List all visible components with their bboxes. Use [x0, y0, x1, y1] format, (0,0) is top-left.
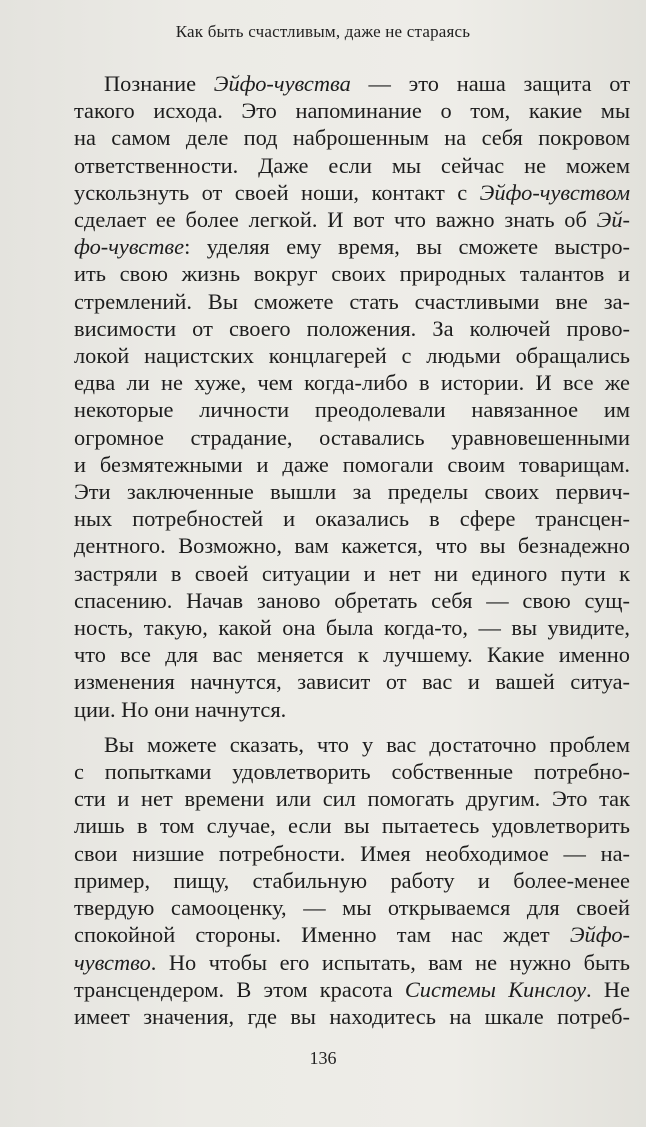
- italic-term: фо-чувстве: [74, 234, 185, 260]
- text-line: [74, 369, 630, 396]
- text-run: — это наша защита от: [350, 71, 630, 96]
- text-run: огромное страдание, оставались уравновешенными: [74, 424, 630, 450]
- text-run: : уделяя ему время, вы сможете выстро-: [184, 234, 630, 260]
- paragraph: [74, 70, 630, 723]
- text-run: стремлений. Вы сможете стать счастливыми вне за-: [74, 288, 630, 314]
- text-line: [74, 840, 630, 867]
- italic-term: Эйфо-чувства: [213, 71, 351, 96]
- text-run: сделает ее более легкой. И вот что важно знать об: [74, 207, 597, 233]
- text-line: [74, 668, 630, 695]
- text-run: с попытками удовлетворить собственные потребно-: [74, 759, 630, 785]
- text-run: и безмятежными и даже помогали своим товарищам.: [74, 451, 630, 477]
- text-run: ных потребностей и оказались в сфере трансцен-: [74, 506, 630, 532]
- text-run: что все для вас меняется к лучшему. Какие именно: [74, 642, 630, 668]
- text-run: имеет значения, где вы находитесь на шкале потреб-: [74, 1003, 630, 1029]
- text-line: [74, 731, 630, 758]
- text-run: свои низшие потребности. Имея необходимое — на-: [74, 840, 630, 866]
- text-run: сти и нет времени или сил помогать другим. Это так: [74, 786, 630, 812]
- text-line: [74, 478, 630, 505]
- text-run: изменения начнутся, зависит от вас и вашей ситуа-: [74, 669, 630, 695]
- text-line: [74, 315, 630, 342]
- text-line: [74, 396, 630, 423]
- text-line: [74, 1003, 630, 1030]
- text-line: [74, 288, 630, 315]
- text-run: локой нацистских концлагерей с людьми обращались: [74, 343, 630, 369]
- text-run: ции. Но они начнутся.: [74, 696, 287, 722]
- text-line: [74, 758, 630, 785]
- text-run: трансцендером. В этом красота: [74, 976, 405, 1002]
- body-text: [74, 70, 630, 1030]
- text-line: [74, 812, 630, 839]
- text-run: спокойной стороны. Именно там нас ждет: [74, 922, 570, 948]
- text-line: [74, 179, 630, 206]
- italic-term: Эй-: [596, 207, 630, 233]
- text-line: [74, 976, 630, 1003]
- text-run: ответственности. Даже если мы сейчас не можем: [74, 152, 630, 178]
- text-line: [74, 641, 630, 668]
- text-run: Вы можете сказать, что у вас достаточно проблем: [104, 731, 630, 757]
- text-run: дентного. Возможно, вам кажется, что вы безнадежно: [74, 533, 630, 559]
- text-run: пример, пищу, стабильную работу и более-менее: [74, 867, 630, 893]
- text-line: [74, 505, 630, 532]
- text-line: [74, 206, 630, 233]
- italic-term: Эйфо-: [569, 922, 630, 948]
- page-number: 136: [309, 1048, 337, 1068]
- text-run: ность, такую, какой она была когда-то, — вы увидите,: [74, 615, 630, 641]
- text-run: застряли в своей ситуации и нет ни единого пути к: [74, 560, 630, 586]
- text-line: [74, 124, 630, 151]
- text-run: висимости от своего положения. За колючей прово-: [74, 315, 630, 341]
- text-run: лишь в том случае, если вы пытаетесь удовлетворить: [74, 813, 630, 839]
- text-line: [74, 560, 630, 587]
- text-run: . Но чтобы его испытать, вам не нужно быть: [150, 949, 630, 975]
- text-line: [74, 532, 630, 559]
- text-run: на самом деле под наброшенным на себя покровом: [74, 125, 630, 151]
- text-line: [74, 785, 630, 812]
- text-line: [74, 424, 630, 451]
- text-run: ить свою жизнь вокруг своих природных талантов и: [74, 261, 630, 287]
- text-line: [74, 451, 630, 478]
- text-run: Познание: [104, 71, 214, 96]
- text-line: [74, 70, 630, 97]
- text-line: [74, 921, 630, 948]
- text-run: такого исхода. Это напоминание о том, какие мы: [74, 98, 630, 124]
- text-line: [74, 97, 630, 124]
- text-run: Эти заключенные вышли за пределы своих первич-: [74, 479, 630, 505]
- text-line: [74, 614, 630, 641]
- text-line: [74, 152, 630, 179]
- text-run: едва ли не хуже, чем когда-либо в истории. И все же: [74, 370, 630, 396]
- text-line: [74, 696, 630, 723]
- text-line: [74, 894, 630, 921]
- text-run: спасению. Начав заново обретать себя — свою сущ-: [74, 587, 630, 613]
- text-run: некоторые личности преодолевали навязанное им: [74, 397, 630, 423]
- text-line: [74, 867, 630, 894]
- text-line: [74, 342, 630, 369]
- italic-term: чувство: [74, 949, 151, 975]
- paragraph: [74, 731, 630, 1030]
- text-run: твердую самооценку, — мы открываемся для своей: [74, 895, 630, 921]
- italic-term: Эйфо-чувством: [479, 179, 630, 205]
- running-header: Как быть счастливым, даже не стараясь: [175, 22, 471, 41]
- text-run: . Не: [586, 976, 630, 1002]
- text-line: [74, 260, 630, 287]
- text-line: [74, 233, 630, 260]
- italic-term: Системы Кинслоу: [404, 976, 587, 1002]
- text-line: [74, 949, 630, 976]
- text-line: [74, 587, 630, 614]
- paragraph-gap: [74, 723, 630, 731]
- text-run: ускользнуть от своей ноши, контакт с: [74, 179, 480, 205]
